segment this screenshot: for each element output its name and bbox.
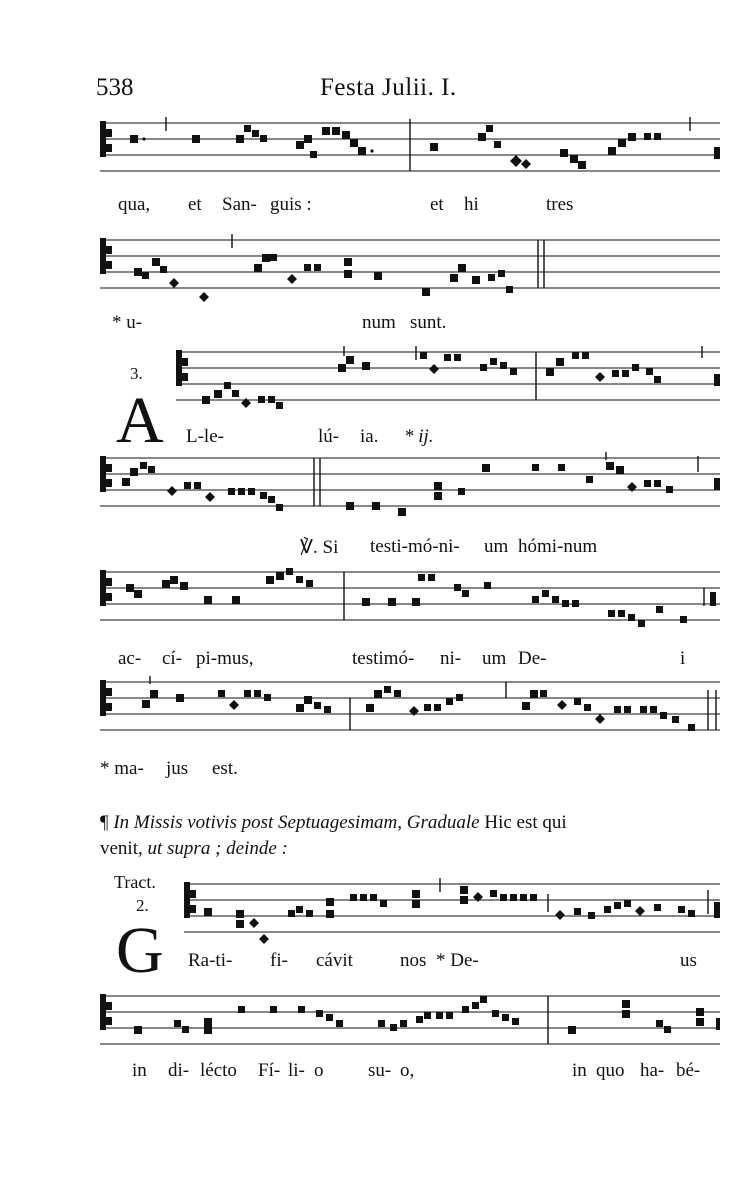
page-title: Festa Julii. I. <box>320 74 457 101</box>
lyric-syllable: fi- <box>270 950 288 971</box>
lyric-syllable: * De- <box>436 950 479 971</box>
lyric-syllable: San- <box>222 194 257 215</box>
lyric-syllable: di- <box>168 1060 190 1081</box>
lyric-syllable: ac- <box>118 648 142 669</box>
chant-staff-6 <box>100 676 720 746</box>
lyric-syllable: i <box>680 648 686 669</box>
lyric-syllable: pi-mus, <box>196 648 254 669</box>
lyric-syllable: lécto <box>200 1060 237 1081</box>
lyric-syllable: testimó- <box>352 648 415 669</box>
chant-staff-3 <box>176 346 720 416</box>
lyric-syllable: o <box>314 1060 324 1081</box>
chant-staff-8 <box>100 990 720 1060</box>
initial-letter: A <box>116 384 164 457</box>
rubric-italic: ut supra ; deinde : <box>147 838 288 859</box>
lyric-syllable: L-le- <box>186 426 224 447</box>
lyric-syllable: * u- <box>112 312 143 333</box>
chant-staff-5 <box>100 566 720 636</box>
tract-label: Tract. <box>114 872 156 892</box>
lyric-syllable: et <box>188 194 202 215</box>
chant-staff-7 <box>184 878 720 954</box>
lyric-syllable: lú- <box>318 426 340 447</box>
lyric-syllable: qua, <box>118 194 151 215</box>
lyric-syllable: cávit <box>316 950 353 971</box>
lyric-syllable: us <box>680 950 697 971</box>
lyric-syllable: um <box>482 648 507 669</box>
lyric-syllable: * ij. <box>404 426 434 447</box>
lyric-syllable: hi <box>464 194 479 215</box>
staff-lines <box>184 878 720 954</box>
staff-lines <box>100 990 720 1060</box>
staff-lines <box>100 676 720 746</box>
rubric-text <box>100 810 724 862</box>
lyric-syllable: quo <box>596 1060 625 1081</box>
page-number: 538 <box>96 74 134 101</box>
lyric-syllable: li- <box>288 1060 305 1081</box>
lyric-syllable: ℣. Si <box>300 537 339 558</box>
lyric-syllable: nos <box>400 950 427 971</box>
lyric-syllable: um <box>484 536 509 557</box>
rubric-italic: In Missis votivis post Septuagesimam, Graduale <box>113 812 480 833</box>
lyric-syllable: Ra-ti- <box>188 950 233 971</box>
pilcrow-icon: ¶ <box>100 812 109 833</box>
lyric-syllable: guis : <box>270 194 312 215</box>
lyric-syllable: testi-mó-ni- <box>370 536 460 557</box>
staff-lines <box>100 117 720 185</box>
lyric-syllable: in <box>132 1060 147 1081</box>
lyric-syllable: ia. <box>360 426 379 447</box>
lyric-syllable: De- <box>518 648 547 669</box>
staff-lines <box>100 566 720 636</box>
staff-lines <box>100 234 720 302</box>
lyric-syllable: jus <box>166 758 189 779</box>
initial-letter: G <box>116 914 164 987</box>
lyric-syllable: ni- <box>440 648 462 669</box>
mode-number: 2. <box>136 896 149 915</box>
rubric-roman: Hic est qui <box>484 812 567 833</box>
lyric-syllable: num <box>362 312 396 333</box>
chant-staff-1 <box>100 117 720 185</box>
lyric-syllable: ha- <box>640 1060 665 1081</box>
lyric-syllable: bé- <box>676 1060 701 1081</box>
lyric-syllable: sunt. <box>410 312 447 333</box>
lyric-syllable: Fí- <box>258 1060 281 1081</box>
lyric-syllable: * ma- <box>100 758 144 779</box>
rubric-roman: venit, <box>100 838 143 859</box>
lyric-syllable: in <box>572 1060 587 1081</box>
lyric-syllable: o, <box>400 1060 415 1081</box>
staff-lines <box>100 452 720 528</box>
lyric-syllable: hómi-num <box>518 536 598 557</box>
chant-staff-4 <box>100 452 720 528</box>
lyric-syllable: et <box>430 194 444 215</box>
lyric-syllable: su- <box>368 1060 392 1081</box>
staff-lines <box>176 346 720 416</box>
chant-staff-2 <box>100 234 720 302</box>
lyric-syllable: cí- <box>162 648 183 669</box>
lyric-syllable: tres <box>546 194 574 215</box>
mode-number: 3. <box>130 364 143 383</box>
lyric-syllable: est. <box>212 758 238 779</box>
